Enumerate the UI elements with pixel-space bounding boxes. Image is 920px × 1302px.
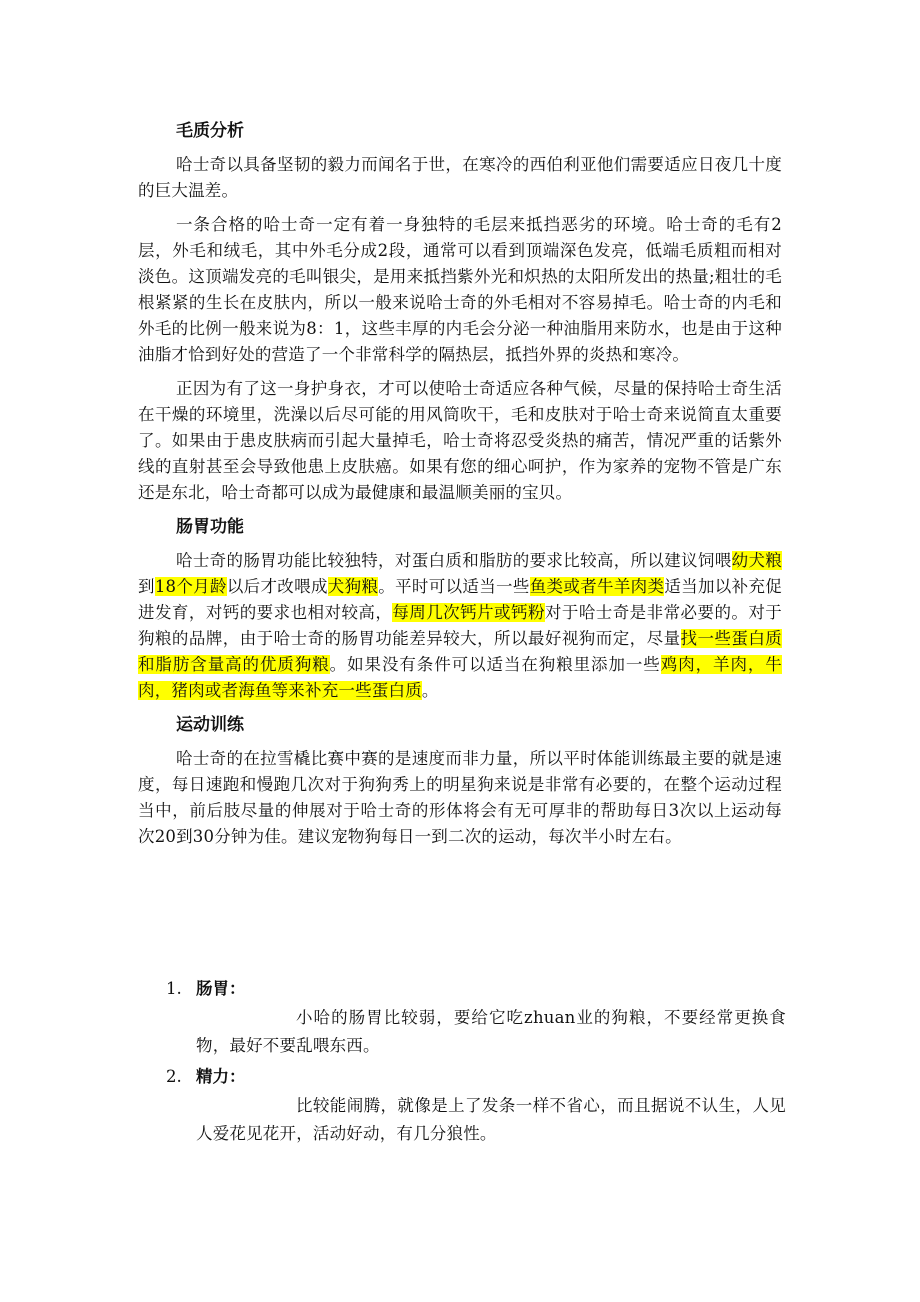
text-segment: 。如果没有条件可以适当在狗粮里添加一些: [329, 655, 661, 674]
notes-list: [138, 976, 786, 1148]
text-segment: 。平时可以适当一些: [378, 577, 530, 596]
note-title: 精力：: [196, 1067, 246, 1086]
blank-space: [138, 858, 782, 976]
paragraph: 一条合格的哈士奇一定有着一身独特的毛层来抵挡恶劣的环境。哈士奇的毛有2层，外毛和绒毛，其中外毛分成2段，通常可以看到顶端深色发亮，低端毛质粗而相对淡色。这顶端发亮的毛叫银尖，是用来抵挡紫外光和炽热的太阳所发出的热量;粗壮的毛根紧紧的生长在皮肤内，所以一般来说哈士奇的外毛相对不容易掉毛。哈士奇的内毛和外毛的比例一般来说为8：1，这些丰厚的内毛会分泌一种油脂用来防水，也是由于这种油脂才恰到好处的营造了一个非常科学的隔热层，抵挡外界的炎热和寒冷。: [138, 215, 782, 364]
highlighted-text: 幼犬粮: [731, 551, 782, 570]
highlighted-text: 犬狗粮: [327, 577, 379, 596]
list-item: [166, 976, 786, 1060]
text-segment: 到: [138, 577, 155, 596]
highlighted-text: 18个月龄: [154, 577, 227, 596]
section-heading: 运动训练: [176, 715, 244, 735]
list-number: 1.: [166, 979, 182, 998]
highlighted-text: 鸡肉，羊肉，牛肉，猪肉或者海鱼等来补充一些蛋白质: [138, 655, 782, 700]
note-text: 小哈的肠胃比较弱，要给它吃zhuan业的狗粮，不要经常更换食物，最好不要乱喂东西。: [196, 1008, 786, 1055]
text-segment: 。: [421, 681, 439, 700]
list-number: 2.: [166, 1067, 182, 1086]
paragraph: 正因为有了这一身护身衣，才可以使哈士奇适应各种气候，尽量的保持哈士奇生活在干燥的环境里，洗澡以后尽可能的用风筒吹干，毛和皮肤对于哈士奇来说简直太重要了。如果由于患皮肤病而引起大量掉毛，哈士奇将忍受炎热的痛苦，情况严重的话紫外线的直射甚至会导致他患上皮肤癌。如果有您的细心呵护，作为家养的宠物不管是广东还是东北，哈士奇都可以成为最健康和最温顺美丽的宝贝。: [138, 379, 782, 502]
paragraph: 哈士奇以具备坚韧的毅力而闻名于世，在寒冷的西伯利亚他们需要适应日夜几十度的巨大温差。: [138, 155, 782, 200]
highlighted-text: 鱼类或者牛羊肉类: [529, 577, 665, 596]
note-text: 比较能闹腾，就像是上了发条一样不省心，而且据说不认生，人见人爱花见花开，活动好动，有几分狼性。: [196, 1096, 786, 1143]
text-segment: 对于哈士奇是非常必要的。对于狗粮的品牌，由于哈士奇的肠胃功能差异较大，所以最好视狗而定，尽量: [138, 603, 783, 648]
note-title: 肠胃：: [196, 979, 246, 998]
highlighted-text: 找一些蛋白质和脂肪含量高的优质狗粮: [138, 629, 783, 674]
text-segment: 哈士奇的肠胃功能比较独特，对蛋白质和脂肪的要求比较高，所以建议饲喂: [176, 551, 732, 570]
section-exercise-training: [138, 712, 782, 850]
list-item: [166, 1064, 786, 1148]
paragraph: 哈士奇的在拉雪橇比赛中赛的是速度而非力量，所以平时体能训练最主要的就是速度，每日速跑和慢跑几次对于狗狗秀上的明星狗来说是非常有必要的，在整个运动过程当中，前后肢尽量的伸展对于哈士奇的形体将会有无可厚非的帮助每日3次以上运动每次20到30分钟为佳。建议宠物狗每日一到二次的运动，每次半小时左右。: [138, 749, 782, 846]
section-coat-analysis: [138, 118, 782, 506]
highlighted-paragraph: [138, 548, 782, 704]
text-segment: 适当加以补充促进发育，对钙的要求也相对较高，: [138, 577, 782, 622]
section-heading: 肠胃功能: [176, 517, 244, 537]
section-digestive-function: [138, 514, 782, 704]
highlighted-text: 每周几次钙片或钙粉: [392, 603, 545, 622]
section-heading: 毛质分析: [176, 121, 244, 141]
text-segment: 以后才改喂成: [226, 577, 328, 596]
